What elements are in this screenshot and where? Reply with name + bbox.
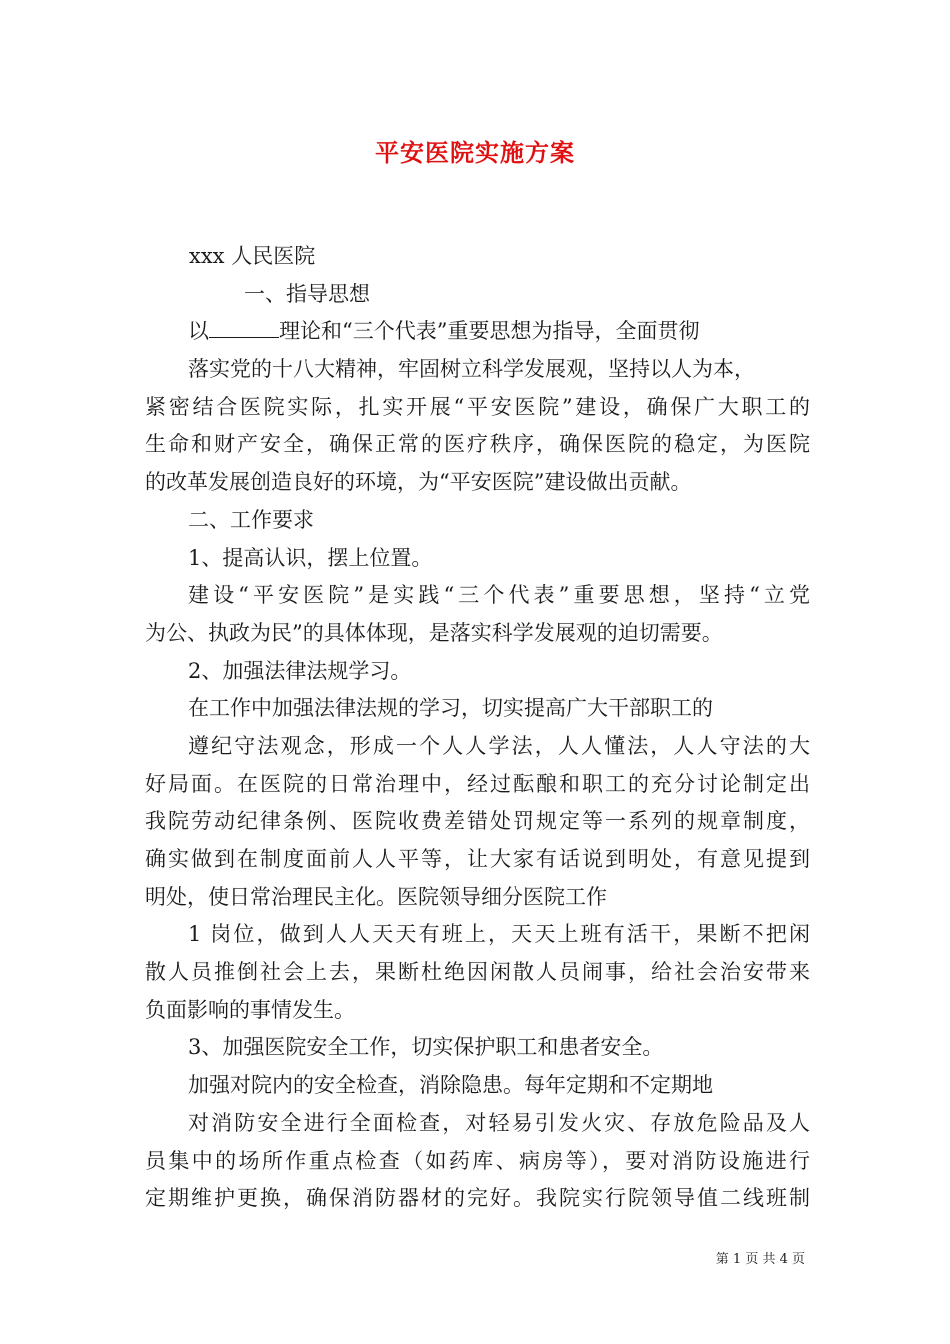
paragraph-line: 建设“平安医院”是实践“三个代表”重要思想，坚持“立党 xyxy=(188,583,810,608)
paragraph-line: 员集中的场所作重点检查（如药库、病房等），要对消防设施进行 xyxy=(145,1148,810,1173)
paragraph-line: 1 岗位，做到人人天天有班上，天天上班有活干，果断不把闲 xyxy=(188,922,810,947)
document-title: 平安医院实施方案 xyxy=(375,138,575,167)
paragraph-line: 定期维护更换，确保消防器材的完好。我院实行院领导值二线班制 xyxy=(145,1186,810,1211)
paragraph-line: 生命和财产安全，确保正常的医疗秩序，确保医院的稳定，为医院 xyxy=(145,432,810,457)
paragraph-line: 对消防安全进行全面检查，对轻易引发火灾、存放危险品及人 xyxy=(188,1110,810,1135)
section-heading: 二、工作要求 xyxy=(188,507,314,532)
paragraph-line: 负面影响的事情发生。 xyxy=(145,997,355,1022)
page-number: 第 1 页 共 4 页 xyxy=(715,1252,805,1267)
paragraph-line xyxy=(145,313,810,351)
section-heading: 一、指导思想 xyxy=(244,281,370,306)
paragraph-line: 遵纪守法观念，形成一个人人学法，人人懂法，人人守法的大 xyxy=(188,733,810,758)
hospital-name: xxx 人民医院 xyxy=(189,244,316,268)
subsection-heading: 2、加强法律法规学习。 xyxy=(188,658,412,683)
fill-in-blank xyxy=(209,313,279,338)
paragraph-line: 散人员推倒社会上去，果断杜绝因闲散人员闹事，给社会治安带来 xyxy=(145,960,810,985)
subsection-heading: 3、加强医院安全工作，切实保护职工和患者安全。 xyxy=(188,1035,664,1060)
paragraph-line-text: 理论和“三个代表”重要思想为指导，全面贯彻 xyxy=(279,319,700,344)
paragraph-line: 为公、执政为民”的具体体现，是落实科学发展观的迫切需要。 xyxy=(145,620,723,645)
paragraph-line: 在工作中加强法律法规的学习，切实提高广大干部职工的 xyxy=(188,696,713,721)
paragraph-line-prefix: 以 xyxy=(188,319,209,344)
paragraph-line: 紧密结合医院实际，扎实开展“平安医院”建设，确保广大职工的 xyxy=(145,394,810,419)
paragraph-line: 的改革发展创造良好的环境，为“平安医院”建设做出贡献。 xyxy=(145,470,692,495)
paragraph-line: 确实做到在制度面前人人平等，让大家有话说到明处，有意见提到 xyxy=(145,847,810,871)
paragraph-line: 明处，使日常治理民主化。医院领导细分医院工作 xyxy=(145,884,607,909)
paragraph-line: 加强对院内的安全检查，消除隐患。每年定期和不定期地 xyxy=(188,1073,713,1098)
document-body xyxy=(145,238,810,1218)
subsection-heading: 1、提高认识，摆上位置。 xyxy=(188,545,433,570)
paragraph-line: 我院劳动纪律条例、医院收费差错处罚规定等一系列的规章制度， xyxy=(145,809,810,834)
paragraph-line: 落实党的十八大精神，牢固树立科学发展观，坚持以人为本， xyxy=(188,357,755,382)
paragraph-line: 好局面。在医院的日常治理中，经过酝酿和职工的充分讨论制定出 xyxy=(145,771,810,796)
